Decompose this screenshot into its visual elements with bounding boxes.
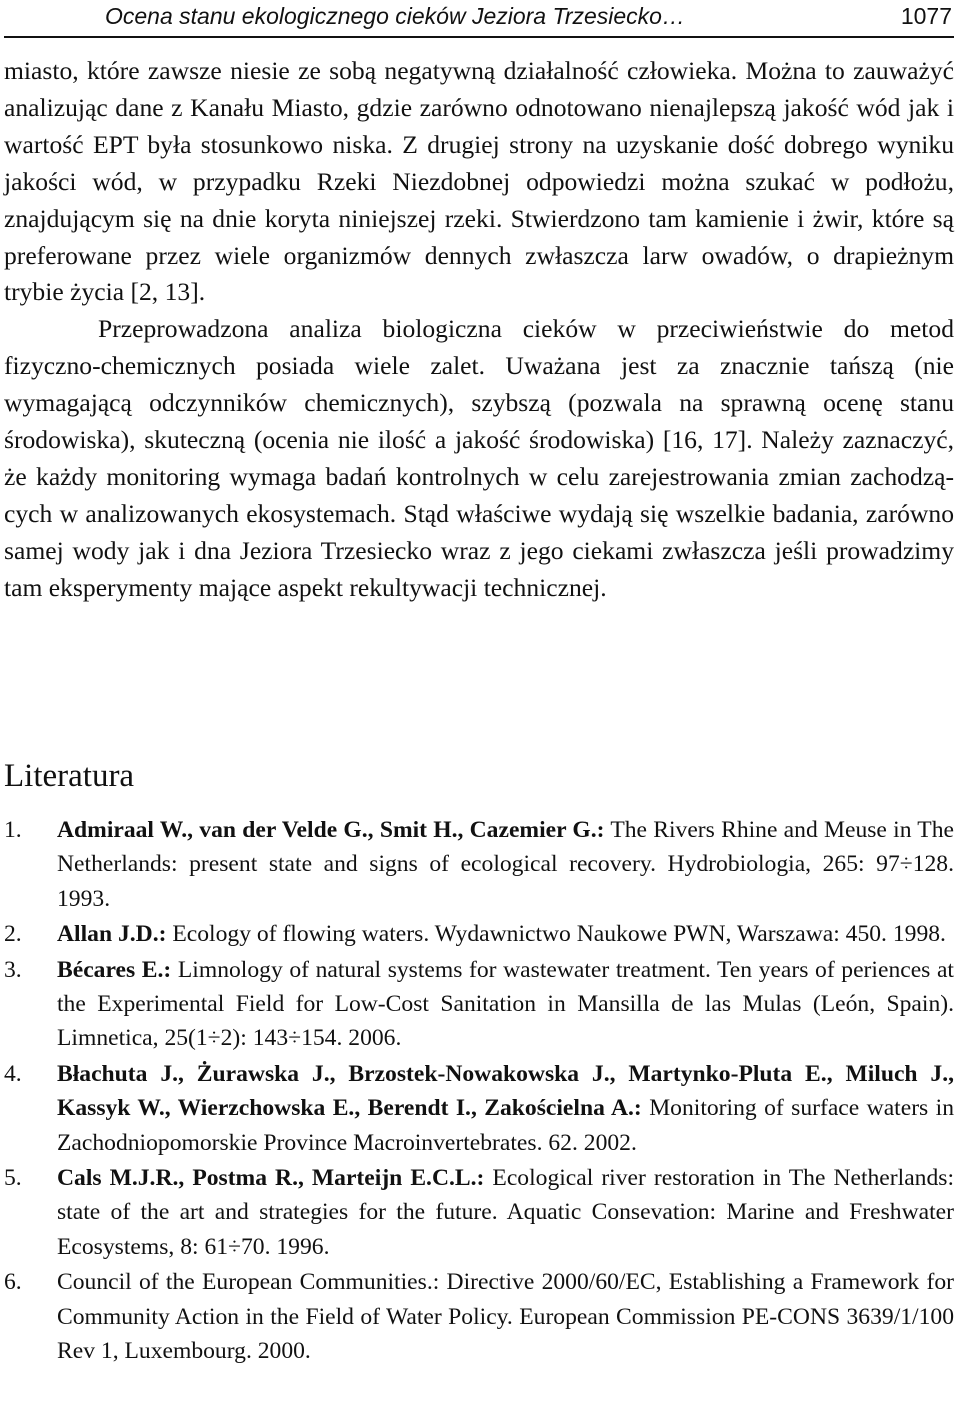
reference-text: Ecological river restoration in The Netherlands: state of the art and strategies for the future. Aquatic Consevation: Marine and Freshwater Ecosystems, 8: 61÷70. 1996.: [57, 1165, 954, 1260]
reference-number: 4.: [4, 1060, 22, 1087]
reference-number: 5.: [4, 1165, 22, 1192]
reference-authors: Błachuta J., Żurawska J., Brzostek-Nowakowska J., Martynko-Pluta E., Miluch J., Kassyk W., Wierzchowska E., Berendt I., Zakościelna A.:: [57, 1060, 954, 1122]
reference-text: Council of the European Communities.: Directive 2000/60/EC, Establishing a Framework for Community Action in the Field of Water Policy. European Commission PE-CONS 3639/1/100 Rev 1, Luxembourg. 2000.: [57, 1269, 954, 1365]
paragraph: miasto, które zawsze niesie ze sobą negatywną działalność człowieka. Można to zauważyć analizując dane z Kanału Miasto, gdzie zarówno odnotowano nienajlepszą jakość wód jak i wartość EPT była stosunkowo niska. Z drugiej strony na uzyskanie dość dobrego wyniku jakości wód, w przypadku Rzeki Niezdobnej odpowiedzi można szukać w podłożu, znajdującym się na dnie koryta niniejszej rzeki. Stwierdzono tam kamienie i żwir, które są preferowane przez wiele organizmów dennych zwłaszcza larw owadów, o drapieżnym trybie życia [2, 13].: [4, 56, 954, 307]
reference-number: 6.: [4, 1269, 22, 1296]
page-number: 1077: [900, 3, 952, 29]
reference-text: Ecology of flowing waters. Wydawnictwo Naukowe PWN, Warszawa: 450. 1998.: [166, 921, 946, 948]
reference-item: [4, 1161, 954, 1264]
paragraph: Przeprowadzona analiza biologiczna cieków w przeciwieństwie do metod fizyczno-chemicznych posiada wiele zalet. Uważana jest za znacznie tańszą (nie wymagającą odczynników chemicznych), szybszą (pozwala na sprawną ocenę stanu środowiska), skuteczną (ocenia nie ilość a jakość środowiska) [16, 17]. Należy zaznaczyć, że każdy monitoring wymaga badań kontrolnych w celu zarejestrowania zmian zachodzących w analizowanych ekosystemach. Stąd właściwe wydają się wszelkie badania, zarówno samej wody jak i dna Jeziora Trzesiecko wraz z jego ciekami zwłaszcza jeśli prowadzimy tam eksperymenty mające aspekt rekultywacji technicznej.: [4, 314, 954, 602]
reference-authors: Admiraal W., van der Velde G., Smit H., Cazemier G.:: [57, 817, 605, 843]
reference-item: [4, 917, 954, 951]
reference-item: [4, 813, 954, 916]
reference-text: Limnology of natural systems for wastewater treatment. Ten years of periences at the Experimental Field for Low-Cost Sanitation in Mansilla de las Mulas (León, Spain). Limnetica, 25(1÷2): 143÷154. 2006.: [57, 956, 954, 1052]
reference-authors: Cals M.J.R., Postma R., Marteijn E.C.L.:: [57, 1165, 485, 1192]
body-text: [4, 53, 954, 607]
reference-item: [4, 953, 954, 1056]
reference-authors: Bécares E.:: [57, 956, 172, 983]
running-header: [4, 0, 954, 38]
reference-item: [4, 1265, 954, 1368]
reference-number: 3.: [4, 956, 22, 983]
reference-number: 2.: [4, 921, 22, 948]
running-header-title: Ocena stanu ekologicznego cieków Jeziora Trzesiecko…: [105, 3, 685, 29]
reference-number: 1.: [4, 817, 22, 843]
reference-text: The Rivers Rhine and Meuse in The Netherlands: present state and signs of ecological recovery. Hydrobiologia, 265: 97÷128. 1993.: [57, 817, 954, 912]
reference-list: [4, 813, 954, 1370]
section-title: Literatura: [4, 758, 135, 794]
reference-authors: Allan J.D.:: [57, 921, 167, 948]
reference-text: Monitoring of surface waters in Zachodniopomorskie Province Macroinvertebrates. 62. 2002.: [57, 1095, 955, 1156]
reference-item: [4, 1057, 954, 1160]
